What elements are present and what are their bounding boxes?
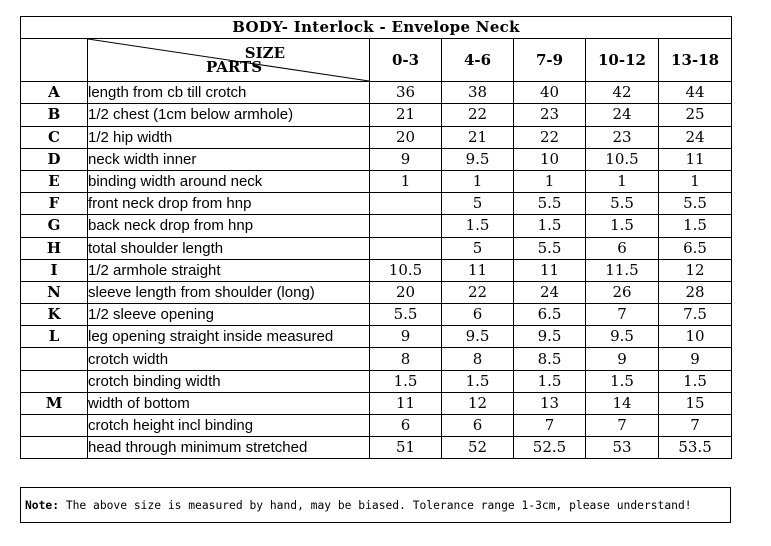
header-code-cell [21, 39, 88, 82]
table-row [21, 104, 732, 126]
measurement-value: 24 [586, 104, 659, 126]
table-row [21, 304, 732, 326]
measurement-value: 6 [586, 237, 659, 259]
size-column-header: 10-12 [586, 39, 659, 82]
size-column-header: 0-3 [370, 39, 442, 82]
measurement-value: 1 [370, 170, 442, 192]
measurement-value: 53 [586, 437, 659, 459]
row-code: K [21, 304, 88, 326]
row-code [21, 348, 88, 370]
part-name: total shoulder length [88, 237, 370, 259]
measurement-value: 5.5 [514, 237, 586, 259]
measurement-value: 12 [442, 392, 514, 414]
table-row [21, 170, 732, 192]
measurement-value: 1.5 [586, 215, 659, 237]
measurement-value: 1 [514, 170, 586, 192]
row-code: I [21, 259, 88, 281]
measurement-value: 44 [659, 82, 732, 104]
measurement-value: 9 [370, 148, 442, 170]
part-name: 1/2 armhole straight [88, 259, 370, 281]
measurement-value: 24 [514, 281, 586, 303]
row-code: D [21, 148, 88, 170]
note-box [20, 487, 731, 523]
measurement-value: 1 [586, 170, 659, 192]
measurement-value: 9.5 [442, 326, 514, 348]
size-column-header: 7-9 [514, 39, 586, 82]
part-name: crotch height incl binding [88, 415, 370, 437]
measurement-value: 11 [370, 392, 442, 414]
measurement-value: 1.5 [442, 215, 514, 237]
header-row [21, 39, 732, 82]
part-name: leg opening straight inside measured [88, 326, 370, 348]
measurement-value [370, 193, 442, 215]
measurement-value: 5.5 [514, 193, 586, 215]
measurement-value: 7 [586, 304, 659, 326]
row-code: C [21, 126, 88, 148]
measurement-value: 10 [659, 326, 732, 348]
measurement-value: 11 [514, 259, 586, 281]
part-name: 1/2 sleeve opening [88, 304, 370, 326]
measurement-value: 1 [659, 170, 732, 192]
measurement-value: 9 [586, 348, 659, 370]
row-code [21, 370, 88, 392]
table-row [21, 148, 732, 170]
measurement-value: 20 [370, 281, 442, 303]
size-chart [20, 16, 732, 459]
part-name: front neck drop from hnp [88, 193, 370, 215]
measurement-value: 5 [442, 193, 514, 215]
measurement-value: 22 [442, 104, 514, 126]
measurement-value: 38 [442, 82, 514, 104]
measurement-value: 11 [442, 259, 514, 281]
row-code: N [21, 281, 88, 303]
measurement-value: 52 [442, 437, 514, 459]
parts-header-label: PARTS [206, 58, 263, 77]
measurement-value: 5.5 [586, 193, 659, 215]
measurement-value: 5.5 [659, 193, 732, 215]
measurement-value: 21 [370, 104, 442, 126]
part-name: crotch width [88, 348, 370, 370]
measurement-value: 36 [370, 82, 442, 104]
row-code: A [21, 82, 88, 104]
table-row [21, 348, 732, 370]
row-code: M [21, 392, 88, 414]
measurement-value: 7 [514, 415, 586, 437]
measurement-value: 11 [659, 148, 732, 170]
measurement-value: 14 [586, 392, 659, 414]
measurement-value: 1.5 [514, 370, 586, 392]
measurement-value: 1.5 [514, 215, 586, 237]
measurement-value: 10.5 [586, 148, 659, 170]
measurement-value: 1.5 [659, 215, 732, 237]
part-name: 1/2 hip width [88, 126, 370, 148]
table-row [21, 392, 732, 414]
measurement-value: 15 [659, 392, 732, 414]
measurement-value: 6 [442, 304, 514, 326]
measurement-value: 5 [442, 237, 514, 259]
part-name: sleeve length from shoulder (long) [88, 281, 370, 303]
measurement-value: 1.5 [659, 370, 732, 392]
part-name: 1/2 chest (1cm below armhole) [88, 104, 370, 126]
measurement-value [370, 237, 442, 259]
measurement-value: 1.5 [370, 370, 442, 392]
title-row [21, 17, 732, 39]
table-row [21, 370, 732, 392]
part-name: crotch binding width [88, 370, 370, 392]
measurement-value: 22 [442, 281, 514, 303]
measurement-value: 6.5 [659, 237, 732, 259]
measurement-value: 26 [586, 281, 659, 303]
measurement-value: 5.5 [370, 304, 442, 326]
measurement-value: 51 [370, 437, 442, 459]
measurement-value: 21 [442, 126, 514, 148]
note-label: Note: [25, 499, 60, 512]
part-name: length from cb till crotch [88, 82, 370, 104]
part-name: head through minimum stretched [88, 437, 370, 459]
measurement-value: 8.5 [514, 348, 586, 370]
table-row [21, 237, 732, 259]
measurement-value: 23 [586, 126, 659, 148]
measurement-value: 6.5 [514, 304, 586, 326]
measurement-value: 11.5 [586, 259, 659, 281]
measurement-value [370, 215, 442, 237]
size-parts-header [88, 39, 370, 82]
measurement-value: 23 [514, 104, 586, 126]
measurement-value: 9.5 [514, 326, 586, 348]
measurement-value: 1.5 [442, 370, 514, 392]
measurement-value: 12 [659, 259, 732, 281]
measurement-value: 8 [442, 348, 514, 370]
table-row [21, 215, 732, 237]
table-row [21, 82, 732, 104]
size-header-label: SIZE [244, 44, 285, 63]
row-code [21, 415, 88, 437]
measurement-value: 1.5 [586, 370, 659, 392]
measurement-value: 9.5 [442, 148, 514, 170]
row-code: G [21, 215, 88, 237]
measurement-value: 6 [370, 415, 442, 437]
measurement-value: 9 [659, 348, 732, 370]
table-row [21, 326, 732, 348]
measurement-value: 53.5 [659, 437, 732, 459]
measurement-value: 28 [659, 281, 732, 303]
part-name: width of bottom [88, 392, 370, 414]
measurement-value: 24 [659, 126, 732, 148]
measurement-value: 10.5 [370, 259, 442, 281]
note-text: The above size is measured by hand, may be biased. Tolerance range 1-3cm, please understand! [65, 499, 692, 512]
size-table [20, 16, 732, 459]
measurement-value: 42 [586, 82, 659, 104]
measurement-value: 13 [514, 392, 586, 414]
size-column-header: 4-6 [442, 39, 514, 82]
measurement-value: 52.5 [514, 437, 586, 459]
measurement-value: 22 [514, 126, 586, 148]
row-code: H [21, 237, 88, 259]
measurement-value: 7 [586, 415, 659, 437]
table-row [21, 281, 732, 303]
table-row [21, 437, 732, 459]
measurement-value: 1 [442, 170, 514, 192]
size-column-header: 13-18 [659, 39, 732, 82]
row-code: E [21, 170, 88, 192]
row-code [21, 437, 88, 459]
table-row [21, 415, 732, 437]
table-title: BODY- Interlock - Envelope Neck [21, 17, 732, 39]
row-code: B [21, 104, 88, 126]
row-code: F [21, 193, 88, 215]
note [25, 499, 692, 512]
measurement-value: 25 [659, 104, 732, 126]
measurement-value: 9 [370, 326, 442, 348]
measurement-value: 10 [514, 148, 586, 170]
table-row [21, 126, 732, 148]
part-name: neck width inner [88, 148, 370, 170]
measurement-value: 8 [370, 348, 442, 370]
row-code: L [21, 326, 88, 348]
table-row [21, 193, 732, 215]
measurement-value: 6 [442, 415, 514, 437]
measurement-value: 20 [370, 126, 442, 148]
measurement-value: 7 [659, 415, 732, 437]
part-name: back neck drop from hnp [88, 215, 370, 237]
measurement-value: 40 [514, 82, 586, 104]
measurement-value: 9.5 [586, 326, 659, 348]
table-row [21, 259, 732, 281]
part-name: binding width around neck [88, 170, 370, 192]
measurement-value: 7.5 [659, 304, 732, 326]
